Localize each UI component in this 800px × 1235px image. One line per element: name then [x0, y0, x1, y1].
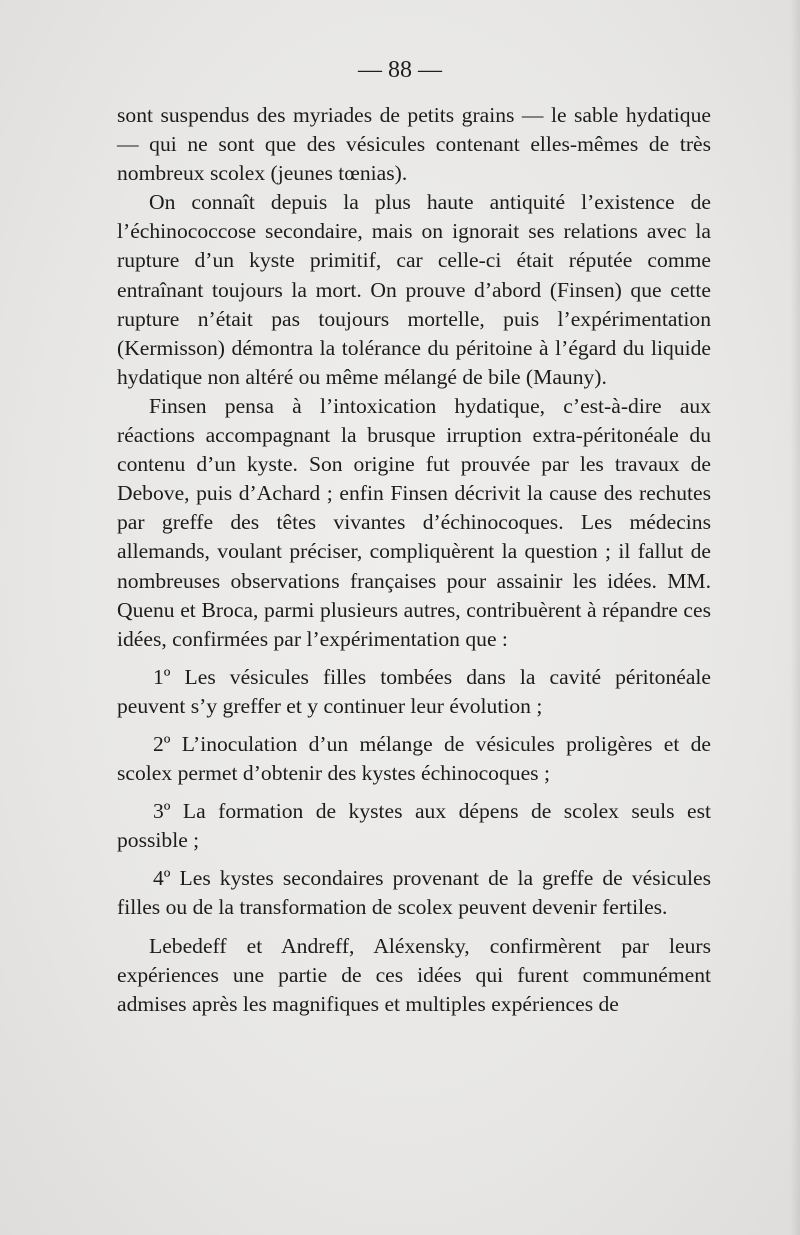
paragraph-continuation: sont suspendus des myriades de petits grains — le sable hydatique — qui ne sont que des vésicules contenant elles-mêmes de très nombreux scolex (jeunes tœnias).	[117, 103, 711, 186]
list-item-3: 3º La formation de kystes aux dépens de scolex seuls est possible ;	[117, 799, 711, 853]
list-item-4: 4º Les kystes secondaires provenant de la greffe de vésicules filles ou de la transformation de scolex peuvent devenir fertiles.	[117, 866, 711, 920]
page-number: — 88 —	[358, 57, 442, 83]
page-edge-shadow	[790, 0, 800, 1235]
paragraph-echinococcose: On connaît depuis la plus haute antiquité l’existence de l’échinococcose secondaire, mais on ignorait ses relations avec la rupture d’un kyste primitif, car celle-ci était réputée comme entraînant toujours la mort. On prouve d’abord (Finsen) que cette rupture n’était pas toujours mortelle, puis l’expérimentation (Kermisson) démontra la tolérance du péritoine à l’égard du liquide hydatique non altéré ou même mélangé de bile (Mauny).	[117, 190, 711, 389]
paragraph-finsen: Finsen pensa à l’intoxication hydatique, c’est-à-dire aux réactions accompagnant la brusque irruption extra-péritonéale du contenu d’un kyste. Son origine fut prouvée par les travaux de Debove, puis d’Achard ; enfin Finsen décrivit la cause des rechutes par greffe des têtes vivantes d’échinocoques. Les médecins allemands, voulant préciser, compliquèrent la question ; il fallut de nombreuses observations françaises pour assainir les idées. MM. Quenu et Broca, parmi plusieurs autres, contribuèrent à répandre ces idées, confirmées par l’expérimentation que :	[117, 393, 711, 651]
body-text	[117, 101, 711, 1019]
list-item-2: 2º L’inoculation d’un mélange de vésicules proligères et de scolex permet d’obtenir des kystes échinocoques ;	[117, 731, 711, 786]
paragraph-lebedeff: Lebedeff et Andreff, Aléxensky, confirmèrent par leurs expériences une partie de ces idées qui furent communément admises après les magnifiques et multiples expériences de	[117, 933, 711, 1016]
list-item-1: 1º Les vésicules filles tombées dans la cavité péritonéale peuvent s’y greffer et y continuer leur évolution ;	[117, 664, 711, 718]
